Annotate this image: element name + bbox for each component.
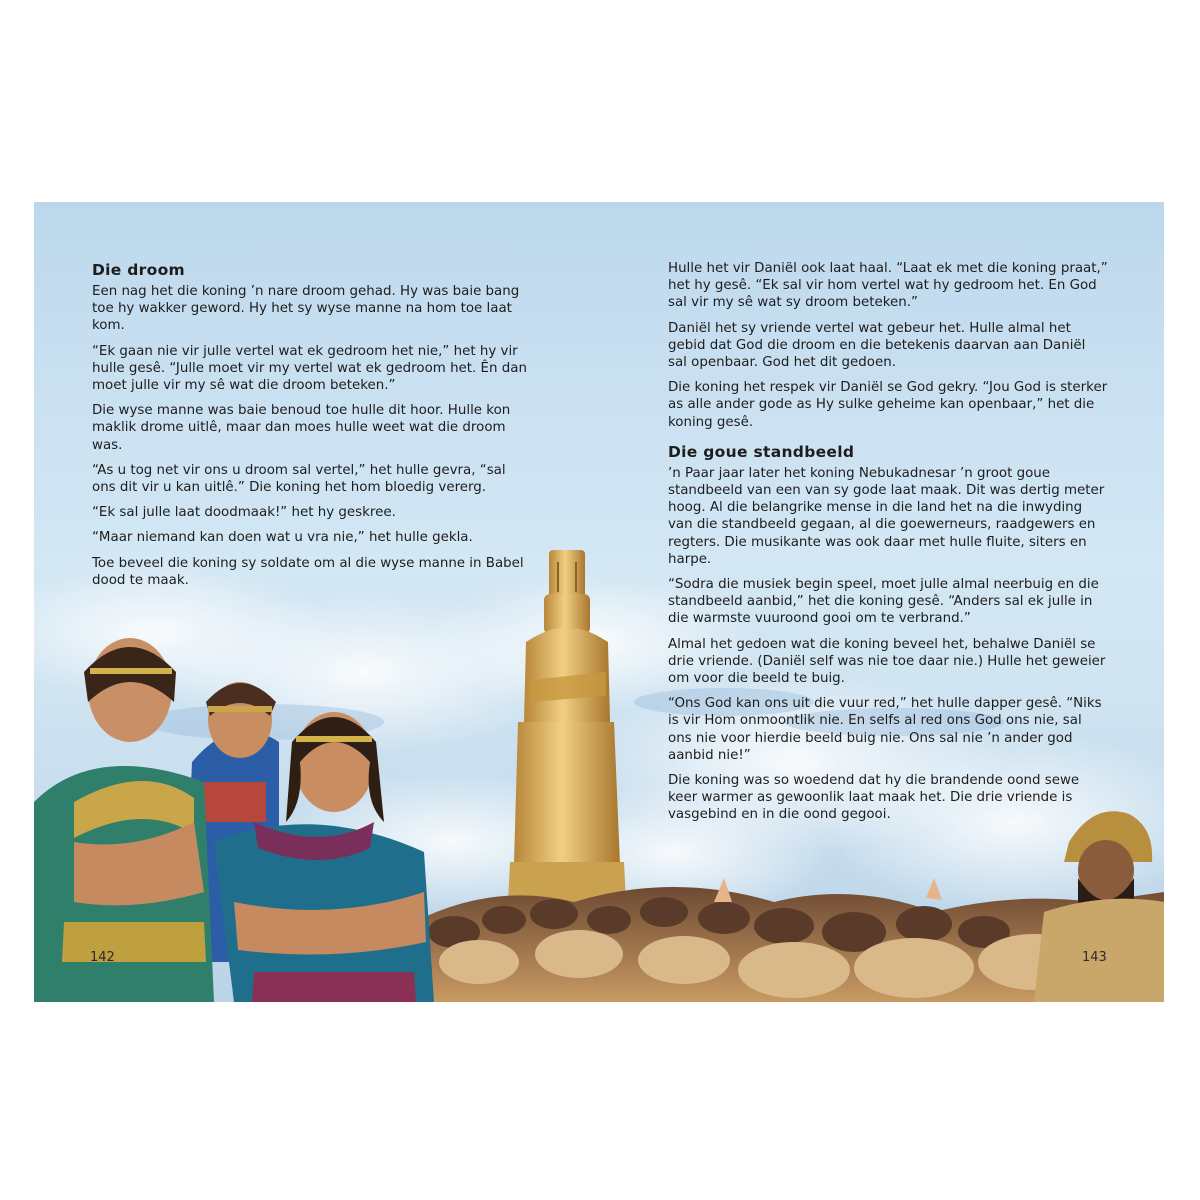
heading-die-goue-standbeeld: Die goue standbeeld <box>668 442 855 461</box>
paragraph: Toe beveel die koning sy soldate om al die wyse manne in Babel dood te maak. <box>92 555 524 588</box>
book-spread <box>34 202 1164 1002</box>
heading-die-droom: Die droom <box>92 261 185 279</box>
paragraph: ’n Paar jaar later het koning Nebukadnesar ’n groot goue standbeeld van een van sy gode laat maak. Dit was dertig meter hoog. Al die belangrike mense in die land het na die inwyding van die standbeeld gegaan, al die goewerneurs, raadgewers en regters. Die musikante was ook daar met hulle fluite, siters en harpe. <box>668 465 1105 567</box>
paragraph: Een nag het die koning ’n nare droom gehad. Hy was baie bang toe hy wakker geword. Hy het sy wyse manne na hom toe laat kom. <box>92 284 520 334</box>
paragraph: “Maar niemand kan doen wat u vra nie,” het hulle gekla. <box>92 530 473 546</box>
paragraph: “Ek gaan nie vir julle vertel wat ek gedroom het nie,” het hy vir hulle gesê. “Julle moet vir my vertel wat ek gedroom het. Ên dan moet julle vir my sê wat die droom beteken.” <box>92 343 527 394</box>
paragraph: “As u tog net vir ons u droom sal vertel,” het hulle gevra, “sal ons dit vir u kan uitlê.” Die koning het hom bloedig vererg. <box>92 462 506 496</box>
paragraph: Die koning het respek vir Daniël se God gekry. “Jou God is sterker as alle ander gode as Hy sulke geheime kan openbaar,” het die koning gesê. <box>668 380 1108 430</box>
paragraph: “Sodra die musiek begin speel, moet julle almal neerbuig en die standbeeld aanbid,” het die koning gesê. “Anders sal ek julle in die warmste vuuroond gooi om te verbrand.” <box>668 577 1099 627</box>
page-number-right: 143 <box>1082 950 1107 965</box>
left-page-text <box>92 260 532 597</box>
right-page-text <box>668 260 1108 832</box>
paragraph: Almal het gedoen wat die koning beveel het, behalwe Daniël se drie vriende. (Daniël self was nie toe daar nie.) Hulle het geweier om voor die beeld te buig. <box>668 636 1106 687</box>
paragraph: “Ons God kan ons uit die vuur red,” het hulle dapper gesê. “Niks is vir Hom onmoontlik nie. En selfs al red ons God ons nie, sal ons nie voor hierdie beeld buig nie. Ons sal nie ’n ander god aanbid nie!” <box>668 696 1102 763</box>
paragraph: Daniël het sy vriende vertel wat gebeur het. Hulle almal het gebid dat God die droom en die betekenis daarvan aan Daniël sal openbaar. God het dit gedoen. <box>668 320 1086 371</box>
paragraph: Die wyse manne was baie benoud toe hulle dit hoor. Hulle kon maklik drome uitlê, maar dan moes hulle weet wat die droom was. <box>92 403 511 453</box>
page-number-left: 142 <box>90 950 115 965</box>
paragraph: “Ek sal julle laat doodmaak!” het hy geskree. <box>92 505 396 521</box>
paragraph: Die koning was so woedend dat hy die brandende oond sewe keer warmer as gewoonlik laat maak het. Die drie vriende is vasgebind en in die oond gegooi. <box>668 773 1080 823</box>
paragraph: Hulle het vir Daniël ook laat haal. “Laat ek met die koning praat,” het hy gesê. “Ek sal vir hom vertel wat hy gedroom het. En God sal vir my sê wat sy droom beteken.” <box>668 261 1108 311</box>
